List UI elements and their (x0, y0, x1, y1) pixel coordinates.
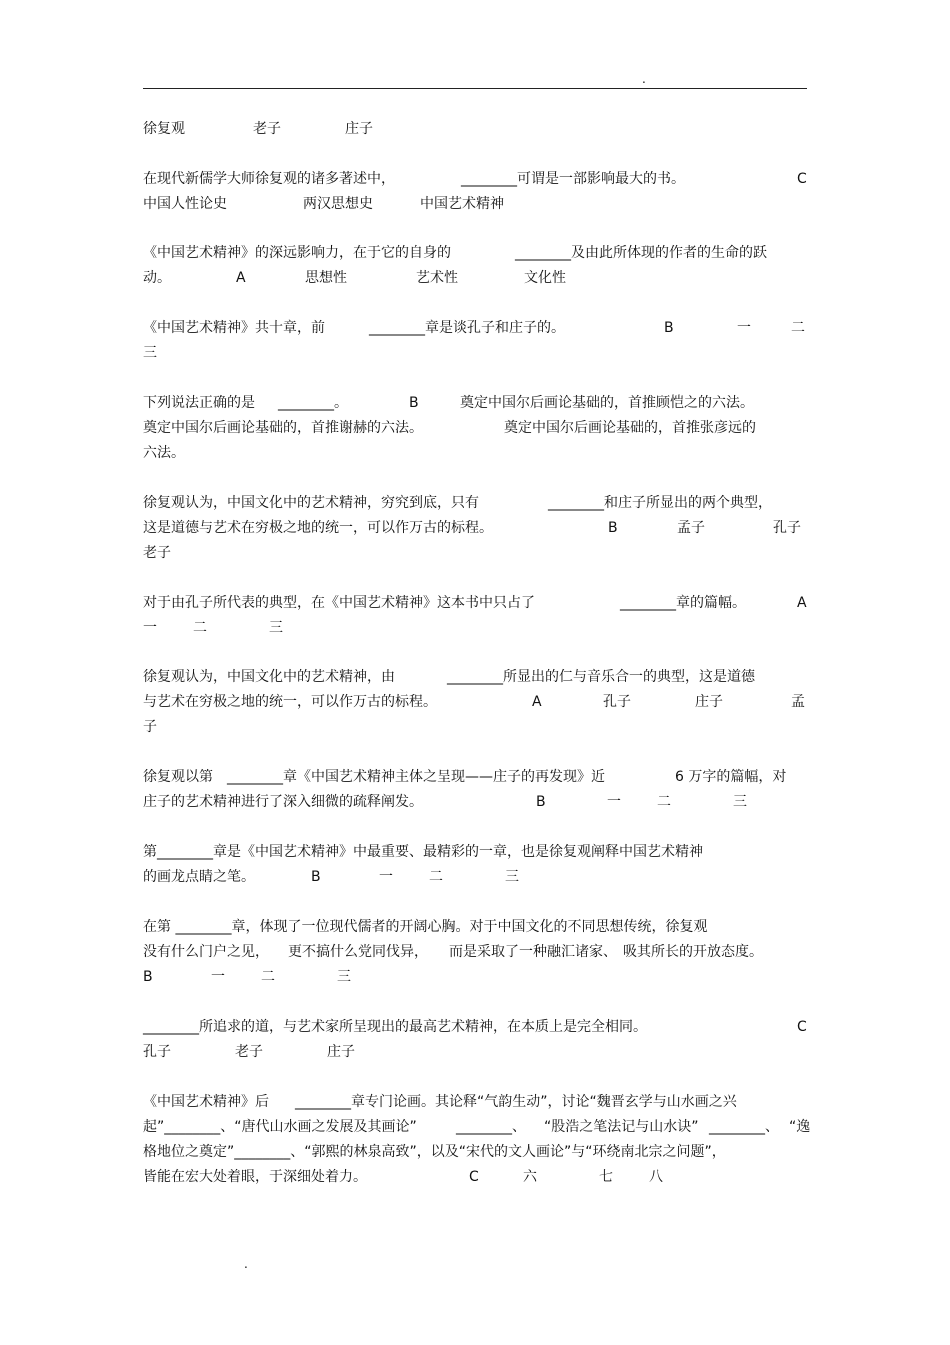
line-segment: 老子 (143, 545, 171, 561)
line-segment: ________所显出的仁与音乐合一的典型，这是道德 (447, 669, 755, 685)
line-segment: 在第 ________章，体现了一位现代儒者的开阔心胸。对于中国文化的不同思想传统，徐复观 (143, 919, 708, 935)
line-segment: 与艺术在穷极之地的统一，可以作万古的标程。 (143, 694, 437, 710)
line-segment: 子 (143, 719, 157, 735)
line-segment: C (797, 1019, 807, 1035)
text-line (143, 417, 815, 439)
line-segment: B (311, 869, 321, 885)
line-segment: 徐复观 (143, 121, 185, 137)
line-segment: ________、 (456, 1119, 526, 1135)
line-segment: 艺术性 (416, 270, 458, 286)
line-segment: 第________章是《中国艺术精神》中最重要、最精彩的一章，也是徐复观阐释中国艺术精神 (143, 844, 703, 860)
line-segment: “股浩之笔法记与山水诀” (544, 1119, 699, 1135)
line-segment: 二 (261, 969, 275, 985)
text-line (143, 542, 815, 564)
line-segment: 更不搞什么党同伐异， (288, 944, 428, 960)
text-line (143, 617, 815, 639)
line-segment: A (532, 694, 542, 710)
text-line (143, 193, 815, 215)
line-segment: 三 (505, 869, 519, 885)
line-segment: 奠定中国尔后画论基础的，首推谢赫的六法。 (143, 420, 423, 436)
text-line (143, 716, 815, 738)
line-segment: 二 (657, 794, 671, 810)
line-segment: 孟 (791, 694, 805, 710)
line-segment: A (236, 270, 246, 286)
line-segment: 二 (193, 620, 207, 636)
text-line (143, 592, 815, 614)
line-segment: 孔子 (603, 694, 631, 710)
line-segment: 一 (737, 320, 751, 336)
line-segment: 下列说法正确的是 (143, 395, 255, 411)
line-segment: 八 (649, 1169, 663, 1185)
text-line (143, 841, 815, 863)
line-segment: 三 (337, 969, 351, 985)
line-segment: 三 (733, 794, 747, 810)
line-segment: B (608, 520, 618, 536)
line-segment: 庄子 (345, 121, 373, 137)
text-line (143, 1041, 815, 1063)
line-segment: C (797, 171, 807, 187)
line-segment: 格地位之奠定”________、“郭熙的林泉高致”，以及“宋代的文人画论”与“环绕南北宗之问题”， (143, 1144, 726, 1160)
line-segment: 三 (143, 345, 157, 361)
text-line (143, 966, 815, 988)
line-segment: ________章的篇幅。 (620, 595, 746, 611)
line-segment: 庄子的艺术精神进行了深入细微的疏释阐发。 (143, 794, 423, 810)
line-segment: 孔子 (773, 520, 801, 536)
line-segment: 奠定中国尔后画论基础的，首推张彦远的 (504, 420, 756, 436)
text-line (143, 1166, 815, 1188)
line-segment: 两汉思想史 (303, 196, 373, 212)
line-segment: 一 (379, 869, 393, 885)
text-line (143, 242, 815, 264)
line-segment: ________章《中国艺术精神主体之呈现——庄子的再发现》近 (227, 769, 605, 785)
text-line (143, 442, 815, 464)
line-segment: 没有什么门户之见， (143, 944, 269, 960)
line-segment: 六法。 (143, 445, 185, 461)
line-segment: 二 (791, 320, 805, 336)
text-line (143, 766, 815, 788)
line-segment: “逸 (789, 1119, 811, 1135)
line-segment: 《中国艺术精神》共十章，前 (143, 320, 325, 336)
text-line (143, 1141, 815, 1163)
line-segment: 《中国艺术精神》的深远影响力，在于它的自身的 (143, 245, 451, 261)
text-line (143, 392, 815, 414)
line-segment: 徐复观认为，中国文化中的艺术精神，穷究到底，只有 (143, 495, 479, 511)
line-segment: 中国人性论史 (143, 196, 227, 212)
line-segment: 吸其所长的开放态度。 (623, 944, 763, 960)
header-rule (143, 88, 807, 89)
line-segment: 孟子 (677, 520, 705, 536)
line-segment: ________和庄子所显出的两个典型， (548, 495, 772, 511)
text-line (143, 791, 815, 813)
line-segment: 动。 (143, 270, 171, 286)
text-line (143, 941, 815, 963)
line-segment: 庄子 (327, 1044, 355, 1060)
line-segment: B (536, 794, 546, 810)
line-segment: 二 (429, 869, 443, 885)
line-segment: 在现代新儒学大师徐复观的诸多著述中， (143, 171, 395, 187)
line-segment: 三 (269, 620, 283, 636)
line-segment: 奠定中国尔后画论基础的，首推顾恺之的六法。 (460, 395, 754, 411)
text-line (143, 1116, 815, 1138)
text-line (143, 168, 815, 190)
line-segment: 的画龙点睛之笔。 (143, 869, 255, 885)
line-segment: B (409, 395, 419, 411)
text-line (143, 916, 815, 938)
line-segment: 这是道德与艺术在穷极之地的统一，可以作万古的标程。 (143, 520, 493, 536)
text-line (143, 267, 815, 289)
line-segment: ________。 (278, 395, 348, 411)
line-segment: ________及由此所体现的作者的生命的跃 (515, 245, 767, 261)
line-segment: 六 (523, 1169, 537, 1185)
text-line (143, 517, 815, 539)
line-segment: ________、 (709, 1119, 779, 1135)
line-segment: 对于由孔子所代表的典型，在《中国艺术精神》这本书中只占了 (143, 595, 535, 611)
line-segment: 七 (599, 1169, 613, 1185)
text-line (143, 691, 815, 713)
line-segment: 6 万字的篇幅，对 (675, 769, 787, 785)
line-segment: 徐复观以第 (143, 769, 213, 785)
line-segment: C (469, 1169, 479, 1185)
text-line (143, 866, 815, 888)
line-segment: 皆能在宏大处着眼，于深细处着力。 (143, 1169, 367, 1185)
text-line (143, 317, 815, 339)
footer-dot: . (244, 1257, 248, 1271)
line-segment: ________章专门论画。其论释“气韵生动”，讨论“魏晋玄学与山水画之兴 (295, 1094, 737, 1110)
text-line (143, 342, 815, 364)
line-segment: 一 (607, 794, 621, 810)
text-line (143, 1016, 815, 1038)
line-segment: ________章是谈孔子和庄子的。 (369, 320, 565, 336)
line-segment: 中国艺术精神 (420, 196, 504, 212)
text-line (143, 492, 815, 514)
line-segment: 老子 (235, 1044, 263, 1060)
line-segment: 《中国艺术精神》后 (143, 1094, 269, 1110)
line-segment: B (143, 969, 153, 985)
text-line (143, 1091, 815, 1113)
line-segment: 徐复观认为，中国文化中的艺术精神，由 (143, 669, 395, 685)
line-segment: 庄子 (695, 694, 723, 710)
line-segment: 思想性 (305, 270, 347, 286)
line-segment: 一 (211, 969, 225, 985)
line-segment: 老子 (253, 121, 281, 137)
line-segment: 起”________、“唐代山水画之发展及其画论” (143, 1119, 417, 1135)
line-segment: B (664, 320, 674, 336)
line-segment: A (797, 595, 807, 611)
line-segment: 孔子 (143, 1044, 171, 1060)
line-segment: 一 (143, 620, 157, 636)
line-segment: 文化性 (524, 270, 566, 286)
line-segment: ________所追求的道，与艺术家所呈现出的最高艺术精神，在本质上是完全相同。 (143, 1019, 647, 1035)
header-dot: . (642, 72, 646, 86)
line-segment: 而是采取了一种融汇诸家、 (449, 944, 617, 960)
text-line (143, 666, 815, 688)
text-line (143, 118, 815, 140)
line-segment: ________可谓是一部影响最大的书。 (461, 171, 685, 187)
